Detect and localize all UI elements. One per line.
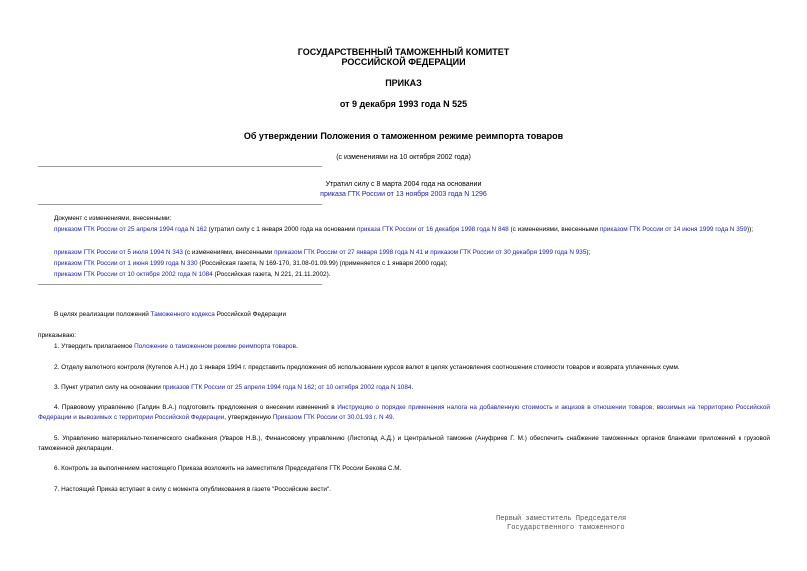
changes-note: (с изменениями на 10 октября 2002 года) [336,154,471,161]
paragraph-3: 3. Пункт утратил силу на основании приказов ГТК России от 25 апреля 1994 года N 162; от 10 октября 2002 года N 1084. [54,384,414,391]
order-link[interactable]: приказов ГТК России от 25 апреля 1994 года N 162 [162,384,315,391]
amendment-item-3: приказом ГТК России от 1 июня 1999 года N 330 (Российская газета, N 169-170, 31.08-01.09.99) (применяется с 1 января 2000 года); [54,260,448,267]
document-title: Об утверждении Положения о таможенном режиме реимпорта товаров [243,131,564,141]
void-notice: Утратил силу с 8 марта 2004 года на основании [325,181,482,188]
regulation-link[interactable]: Положение о таможенном режиме реимпорта товаров [134,343,297,350]
amendment-item-4: приказом ГТК России от 10 октября 2002 года N 1084 (Российская газета, N 221, 21.11.2002). [54,271,331,278]
signature-line-2: Государственного таможенного [507,524,625,532]
paragraph-1: 1. Утвердить прилагаемое Положение о таможенном режиме реимпорта товаров. [54,343,298,350]
order-link[interactable]: от 10 октября 2002 года N 1084 [318,384,412,391]
order-link[interactable]: Приказом ГТК России от 30.01.93 г. N 49 [272,413,393,421]
paragraph-2: 2. Отделу валютного контроля (Кутепов А.Н.) до 1 января 1994 г. представить предложения об использовании курсов валют в целях установления соотношения стоимости товаров и возврата уплаченных сумм. [54,364,680,371]
amendment-link[interactable]: приказом ГТК России от 25 апреля 1994 года N 162 [54,226,207,233]
signature-line-1: Первый заместитель Председателя [496,515,627,523]
paragraph-7: 7. Настоящий Приказ вступает в силу с момента опубликования в газете "Российские вести". [54,486,331,493]
paragraph-6: 6. Контроль за выполнением настоящего Приказа возложить на заместителя Председателя ГТК России Бекова С.М. [54,465,402,472]
amendment-link[interactable]: приказом ГТК России от 10 октября 2002 года N 1084 [54,271,213,278]
amendment-link[interactable]: приказом ГТК России от 1 июня 1999 года N 330 [54,260,198,267]
divider [38,166,322,167]
document-date-number: от 9 декабря 1993 года N 525 [339,99,468,109]
order-word: приказываю: [38,332,76,339]
instruction-link[interactable]: Инструкцию о порядке применения налога на добавленную стоимость и акцизов в отношении товаров, ввозимых на территорию Российской Федерации и вывозимых с территории Российской Федерации [38,404,770,421]
void-notice-link[interactable]: приказа ГТК России от 13 ноября 2003 года N 1296 [320,191,487,198]
amendment-item-1: приказом ГТК России от 25 апреля 1994 года N 162 (утратил силу с 1 января 2000 года на основании приказа ГТК России от 16 декабря 1998 года N 848 (с изменениями, внесенными приказом ГТК России от 14 июня 1999 года N 359)); [54,226,754,233]
paragraph-5: 5. Управлению материально-технического снабжения (Уваров Н.В.), Финансовому управлению (Листопад А.Д.) и Центральной таможне (Ануфриев Г. М.) обеспечить снабжение таможенных органов бланками приложений к грузовой таможенной декларации. [38,435,770,452]
amendment-link[interactable]: приказом ГТК России от 27 января 1998 года N 41 [274,249,424,256]
customs-code-link[interactable]: Таможенного кодекса [150,311,215,318]
amendment-link[interactable]: приказом ГТК России от 30 декабря 1999 года N 935 [430,249,587,256]
amendments-intro: Документ с изменениями, внесенными: [54,215,172,222]
issuer-line-1: ГОСУДАРСТВЕННЫЙ ТАМОЖЕННЫЙ КОМИТЕТ [297,47,510,57]
divider [38,284,322,285]
amendment-link[interactable]: приказа ГТК России от 16 декабря 1998 года N 848 [356,226,509,233]
amendment-item-2: приказом ГТК России от 5 июля 1994 N 343 (с изменениями, внесенными приказом ГТК России от 27 января 1998 года N 41 и приказом ГТК России от 30 декабря 1999 года N 935); [54,249,591,256]
divider [38,204,322,205]
preamble: В целях реализации положений Таможенного кодекса Российской Федерации [54,311,287,318]
paragraph-4: 4. Правовому управлению (Галдин В.А.) подготовить предложения о внесении изменений в Инструкцию о порядке применения налога на добавленную стоимость и акцизов в отношении товаров, ввозимых на территорию Российской Федерации и вывозимых с территории Российской Федерации, утвержденную Приказом ГТК России от 30.01.93 г. N 49. [38,404,770,421]
amendment-link[interactable]: приказом ГТК России от 5 июля 1994 N 343 [54,249,183,256]
amendment-link[interactable]: июня 1999 года N 359 [682,226,747,233]
issuer-line-2: РОССИЙСКОЙ ФЕДЕРАЦИИ [341,57,466,67]
document-type: ПРИКАЗ [385,78,422,88]
amendment-link[interactable]: приказом ГТК России от 14 [599,226,681,233]
